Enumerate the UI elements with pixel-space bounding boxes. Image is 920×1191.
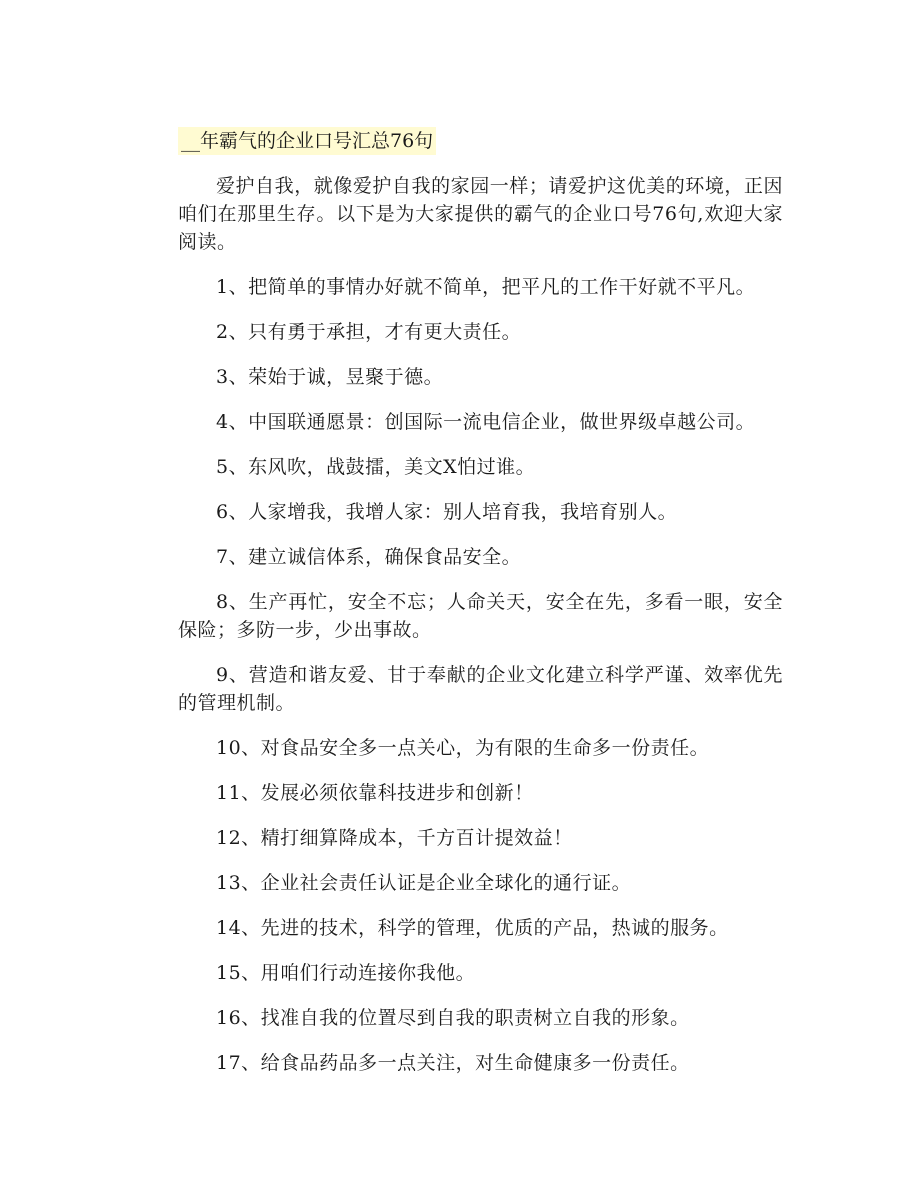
slogan-item: 10、对食品安全多一点关心，为有限的生命多一份责任。 — [216, 737, 710, 759]
slogan-item: 14、先进的技术，科学的管理，优质的产品，热诚的服务。 — [216, 917, 729, 939]
slogan-item: 13、企业社会责任认证是企业全球化的通行证。 — [216, 872, 632, 894]
slogan-item: 1、把简单的事情办好就不简单，把平凡的工作干好就不平凡。 — [216, 276, 756, 298]
slogan-item: 9、营造和谐友爱、甘于奉献的企业文化建立科学严谨、效率优先的管理机制。 — [178, 664, 783, 714]
slogan-item: 2、只有勇于承担，才有更大责任。 — [216, 321, 522, 343]
document-title: __年霸气的企业口号汇总76句 — [178, 127, 436, 155]
intro-paragraph: 爱护自我，就像爱护自我的家园一样；请爱护这优美的环境，正因咱们在那里生存。以下是为大家提供的霸气的企业口号76句,欢迎大家阅读。 — [178, 175, 783, 253]
document-body — [178, 172, 783, 1094]
slogan-item: 16、找准自我的位置尽到自我的职责树立自我的形象。 — [216, 1007, 690, 1029]
slogan-item: 15、用咱们行动连接你我他。 — [216, 962, 476, 984]
slogan-item: 4、中国联通愿景：创国际一流电信企业，做世界级卓越公司。 — [216, 411, 756, 433]
slogan-item: 8、生产再忙，安全不忘；人命关天，安全在先，多看一眼，安全保险；多防一步，少出事故。 — [178, 591, 783, 641]
slogan-item: 3、荣始于诚，昱聚于德。 — [216, 366, 444, 388]
slogan-item: 7、建立诚信体系，确保食品安全。 — [216, 546, 522, 568]
slogan-item: 5、东风吹，战鼓擂，美文X怕过谁。 — [216, 456, 536, 478]
slogan-item: 17、给食品药品多一点关注，对生命健康多一份责任。 — [216, 1052, 690, 1074]
slogan-item: 11、发展必须依靠科技进步和创新！ — [216, 782, 534, 804]
slogan-item: 12、精打细算降成本，千方百计提效益！ — [216, 827, 573, 849]
slogan-item: 6、人家增我，我增人家：别人培育我，我培育别人。 — [216, 501, 678, 523]
